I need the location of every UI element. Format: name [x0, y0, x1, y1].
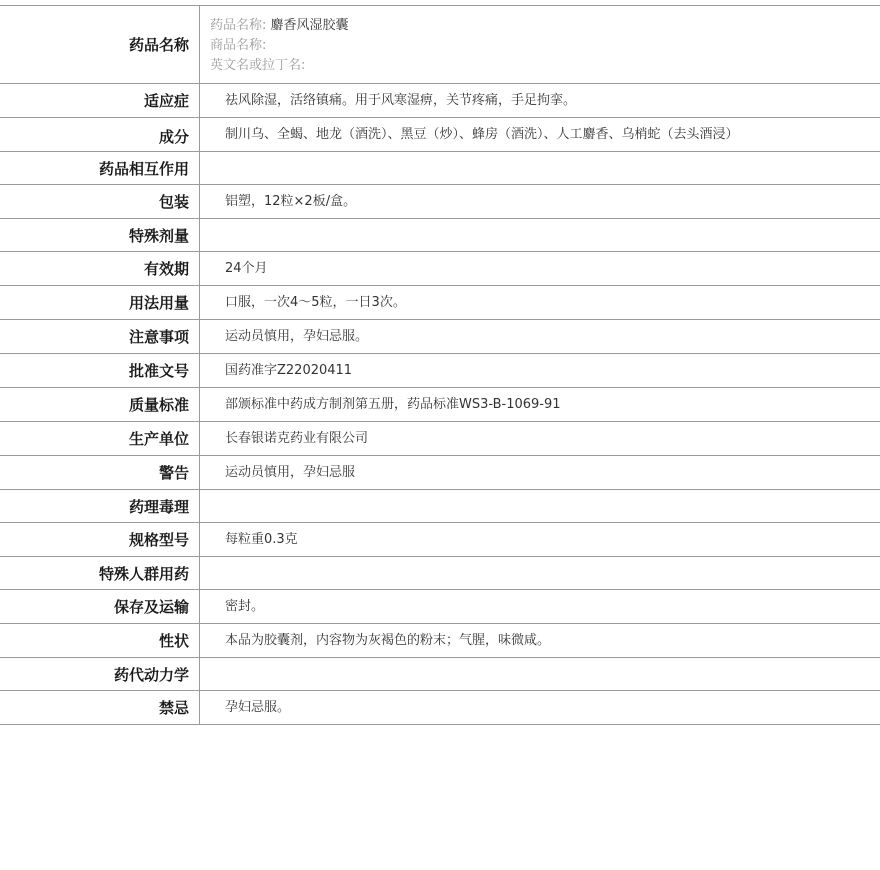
storage-row [0, 590, 880, 624]
warning-row [0, 456, 880, 490]
row-value: 长春银诺克药业有限公司 [225, 431, 369, 446]
row-value: 密封。 [225, 599, 265, 614]
row-label: 适应症 [0, 84, 200, 117]
packaging-row [0, 185, 880, 219]
row-label: 保存及运输 [0, 590, 200, 623]
row-label: 性状 [0, 624, 200, 657]
row-label: 质量标准 [0, 388, 200, 421]
row-label: 批准文号 [0, 354, 200, 387]
drug-info-table [0, 5, 880, 725]
row-value: 制川乌、全蝎、地龙（酒洗）、黑豆（炒）、蜂房（酒洗）、人工麝香、乌梢蛇（去头酒浸） [225, 127, 739, 142]
row-label: 生产单位 [0, 422, 200, 455]
shelf-life-row [0, 252, 880, 286]
manufacturer-row [0, 422, 880, 456]
ingredients-row [0, 118, 880, 152]
row-value [200, 152, 880, 184]
row-label: 用法用量 [0, 286, 200, 319]
drug-name-block [200, 6, 880, 83]
row-label: 药理毒理 [0, 490, 200, 522]
row-label: 药品名称 [0, 6, 200, 83]
row-label: 警告 [0, 456, 200, 489]
precautions-row [0, 320, 880, 354]
row-label: 成分 [0, 118, 200, 151]
contraindications-row [0, 691, 880, 725]
row-value: 运动员慎用，孕妇忌服。 [225, 329, 369, 344]
row-value: 本品为胶囊剂，内容物为灰褐色的粉末；气腥，味微咸。 [225, 633, 551, 648]
row-label: 禁忌 [0, 691, 200, 724]
row-value [200, 219, 880, 251]
latin-name-key: 英文名或拉丁名: [210, 58, 306, 73]
row-value: 部颁标准中药成方制剂第五册，药品标准WS3-B-1069-91 [225, 397, 561, 412]
row-value: 国药准字Z22020411 [225, 363, 353, 378]
row-value: 孕妇忌服。 [225, 700, 291, 715]
trade-name-key: 商品名称: [210, 38, 267, 53]
latin-name-line [210, 56, 870, 76]
pharmacokinetics-row [0, 658, 880, 691]
row-label: 特殊人群用药 [0, 557, 200, 589]
row-value: 祛风除湿，活络镇痛。用于风寒湿痹，关节疼痛，手足拘挛。 [225, 93, 577, 108]
indications-row [0, 84, 880, 118]
row-label: 注意事项 [0, 320, 200, 353]
pharmacology-row [0, 490, 880, 523]
specification-row [0, 523, 880, 557]
row-value: 每粒重0.3克 [225, 532, 298, 547]
row-value: 口服，一次4～5粒，一日3次。 [225, 295, 406, 310]
generic-name-value: 麝香风湿胶囊 [270, 18, 349, 33]
row-value: 运动员慎用，孕妇忌服 [225, 465, 356, 480]
special-population-row [0, 557, 880, 590]
row-label: 药品相互作用 [0, 152, 200, 184]
row-label: 有效期 [0, 252, 200, 285]
generic-name-key: 药品名称: [210, 18, 267, 33]
row-label: 包装 [0, 185, 200, 218]
row-label: 特殊剂量 [0, 219, 200, 251]
row-label: 药代动力学 [0, 658, 200, 690]
generic-name-line [210, 16, 870, 36]
quality-standard-row [0, 388, 880, 422]
usage-row [0, 286, 880, 320]
row-value: 24个月 [225, 261, 268, 276]
trade-name-line [210, 36, 870, 56]
row-value [200, 490, 880, 522]
row-label: 规格型号 [0, 523, 200, 556]
interactions-row [0, 152, 880, 185]
drug-name-row [0, 6, 880, 84]
row-value [200, 557, 880, 589]
special-dosage-row [0, 219, 880, 252]
approval-number-row [0, 354, 880, 388]
description-row [0, 624, 880, 658]
row-value [200, 658, 880, 690]
row-value: 铝塑，12粒×2板/盒。 [225, 194, 357, 209]
